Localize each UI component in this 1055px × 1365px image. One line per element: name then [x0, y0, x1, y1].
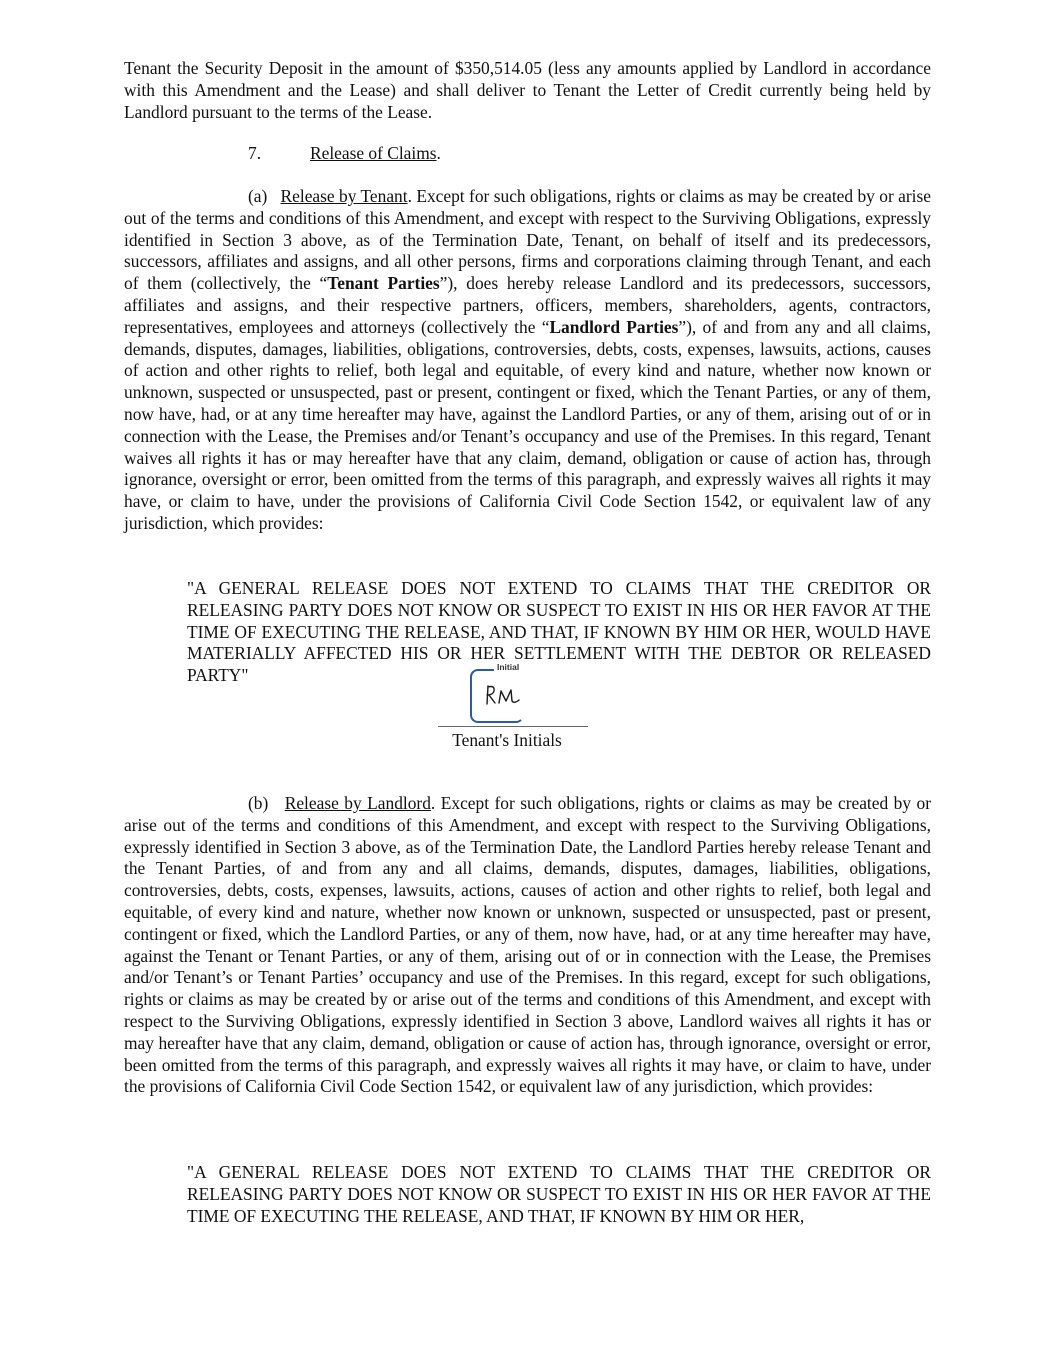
subsection-a-title: Release by Tenant [280, 186, 408, 206]
subsection-a-paragraph [124, 186, 931, 535]
section-7-heading [248, 143, 441, 165]
subsection-b-paragraph [124, 793, 931, 1098]
subsection-a-text-2: ”), does hereby release Landlord and its predecessors, successors, affiliates and assigns, and their respective partners, officers, members, shareholders, agents, contractors, representatives, employees and attorneys (collectively the “ [124, 273, 931, 337]
tenant-parties-term: Tenant Parties [327, 273, 440, 294]
subsection-b-title: Release by Landlord [284, 793, 431, 813]
top-paragraph: Tenant the Security Deposit in the amount of $350,514.05 (less any amounts applied by Landlord in accordance with this Amendment and the Lease) and shall deliver to Tenant the Letter of Credit currently being held by Landlord pursuant to the terms of the Lease. [124, 58, 931, 122]
subsection-b-quote: "A GENERAL RELEASE DOES NOT EXTEND TO CLAIMS THAT THE CREDITOR OR RELEASING PARTY DOES NOT KNOW OR SUSPECT TO EXIST IN HIS OR HER FAVOR AT THE TIME OF EXECUTING THE RELEASE, AND THAT, IF KNOWN BY HIM OR HER, [187, 1162, 931, 1226]
initials-signature [484, 682, 524, 708]
subsection-a-quote: "A GENERAL RELEASE DOES NOT EXTEND TO CLAIMS THAT THE CREDITOR OR RELEASING PARTY DOES NOT KNOW OR SUSPECT TO EXIST IN HIS OR HER FAVOR AT THE TIME OF EXECUTING THE RELEASE, AND THAT, IF KNOWN BY HIM OR HER, WOULD HAVE MATERIALLY AFFECTED HIS OR HER SETTLEMENT WITH THE DEBTOR OR RELEASED PARTY" [187, 578, 931, 686]
subsection-a-text-3: ”), of and from any and all claims, demands, disputes, damages, liabilities, obligations, controversies, debts, costs, expenses, lawsuits, actions, causes of action and other rights to relief, both legal and equitable, of every kind and nature, whether now known or unknown, suspected or unsuspected, past or present, contingent or fixed, which the Tenant Parties, or any of them, now have, had, or at any time hereafter may have, against the Landlord Parties, or any of them, arising out of or in connection with the Lease, the Premises and/or Tenant’s occupancy and use of the Premises. In this regard, Tenant waives all rights it has or may hereafter have that any claim, demand, obligation or cause of action has, through ignorance, oversight or error, been omitted from the terms of this paragraph, and expressly waives all rights it may have, or claim to have, under the provisions of California Civil Code Section 1542, or equivalent law of any jurisdiction, which provides: [124, 316, 931, 533]
section-7-number: 7. [248, 143, 262, 163]
tenant-initials-caption: Tenant's Initials [452, 730, 562, 750]
section-7-title-end: . [436, 143, 441, 163]
initials-signature-line [438, 726, 588, 727]
subsection-b-text-1: . Except for such obligations, rights or claims as may be created by or arise out of the terms and conditions of this Amendment, and except with respect to the Surviving Obligations, expressly identified in Section 3 above, as of the Termination Date, the Landlord Parties hereby release Tenant and the Tenant Parties, of and from any and all claims, demands, disputes, damages, liabilities, obligations, controversies, debts, costs, expenses, lawsuits, actions, causes of action and other rights to relief, both legal and equitable, of every kind and nature, whether now known or unknown, suspected or unsuspected, past or present, contingent or fixed, which the Landlord Parties, or any of them, now have, had, or at any time hereafter may have, against the Tenant or Tenant Parties, or any of them, arising out of or in connection with the Lease, the Premises and/or Tenant’s or Tenant Parties’ occupancy and use of the Premises. In this regard, except for such obligations, rights or claims as may be created by or arise out of the terms and conditions of this Amendment, and except with respect to the Surviving Obligations, expressly identified in Section 3 above, Landlord waives all rights it has or may hereafter have that any claim, demand, obligation or cause of action has, through ignorance, oversight or error, been omitted from the terms of this paragraph, and expressly waives all rights it may have, or claim to have, under the provisions of California Civil Code Section 1542, or equivalent law of any jurisdiction, which provides: [124, 793, 932, 1097]
section-7-title: Release of Claims [310, 143, 437, 163]
landlord-parties-term: Landlord Parties [549, 316, 679, 337]
subsection-a-label: (a) [248, 186, 268, 206]
subsection-b-label: (b) [248, 793, 269, 813]
initial-field-tag: Initial [497, 662, 520, 672]
subsection-a-text-1: . Except for such obligations, rights or claims as may be created by or arise out of the terms and conditions of this Amendment, and except with respect to the Surviving Obligations, expressly identified in Section 3 above, as of the Termination Date, Tenant, on behalf of itself and its predecessors, successors, affiliates and assigns, and all other persons, firms and corporations claiming through Tenant, and each of them (collectively, the “ [124, 186, 931, 294]
